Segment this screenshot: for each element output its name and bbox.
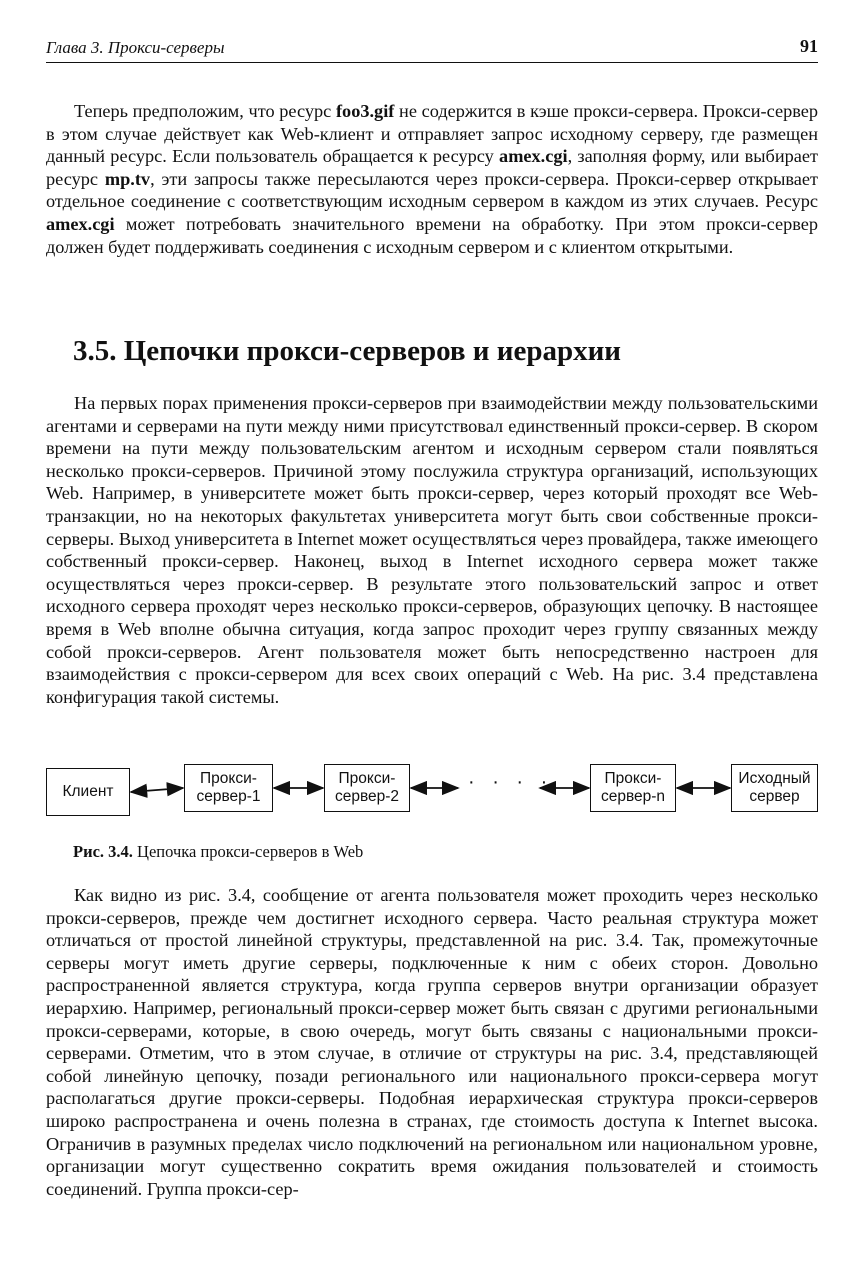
proxy-chain-diagram [0,755,860,825]
node-proxy-n: Прокси- сервер-n [590,764,676,812]
paragraph-proxy-hierarchy: Как видно из рис. 3.4, сообщение от агента пользователя может проходить через несколько прокси-серверов, прежде чем достигнет исходного сервера. Часто реальная структура может отличаться от простой линейной структуры, представленной на рис. 3.4. Так, промежуточные серверы могут иметь другие серверы, подключенные к ним с обеих сторон. Довольно распространенной является структура, когда группа серверов внутри организации образует иерархию. Например, региональный прокси-сервер может быть связан с другими региональными прокси-серверами, которые, в свою очередь, могут быть связаны с национальными прокси-серверами. Отметим, что в этом случае, в отличие от структуры на рис. 3.4, представляющей собой линейную цепочку, позади регионального или национального прокси-сервера могут располагаться другие прокси-серверы. Подобная иерархическая структура прокси-серверов широко распространена и очень полезна в странах, где стоимость доступа к Internet высока. Ограничив в разумных пределах число подключений на региональном или национальном уровне, организации могут существенно сократить время ожидания пользователей и стоимость соединений. Группа прокси-сер- [46,885,818,1199]
chain-ellipsis: · · · · [468,771,554,793]
figure-caption [73,842,363,862]
section-heading: 3.5. Цепочки прокси-серверов и иерархии [73,335,622,367]
resource-name-amex: amex.cgi [499,146,568,167]
arrow-client-proxy1 [131,788,183,792]
node-origin-server: Исходный сервер [731,764,818,812]
resource-name-mptv: mp.tv [104,168,151,189]
header-rule [46,62,818,63]
paragraph-proxy-chains: На первых порах применения прокси-серверов при взаимодействии между пользовательскими агентами и серверами на пути между ними присутствовал единственный прокси-сервер. В скором времени на пути между пользовательским агентом и исходным сервером стали появляться несколько прокси-серверов. Причиной этому послужила структура организаций, использующих Web. Например, в университете может быть прокси-сервер, через который проходят все Web-транзакции, но на некоторых факультетах университета могут быть свои собственные прокси-серверы. Выход университета в Internet может осуществляться через провайдера, также имеющего собственный прокси-сервер. Наконец, выход в Internet исходного сервера может также осуществляться через прокси-сервер. В результате этого пользовательский запрос и ответ исходного сервера проходят через несколько прокси-серверов, образующих цепочку. В настоящее время в Web вполне обычна ситуация, когда запрос проходит через группу связанных между собой прокси-серверов. Агент пользователя может быть непосредственно настроен для взаимодействия с прокси-сервером для всех своих операций с Web. На рис. 3.4 представлена конфигурация такой системы. [46,393,818,707]
figure-caption-text: Цепочка прокси-серверов в Web [132,842,364,861]
paragraph-proxy-forwarding: Теперь предположим, что ресурс foo3.gif не содержится в кэше прокси-сервера. Прокси-сервер в этом случае действует как Web-клиент и отправляет запрос исходному серверу, где размещен данный ресурс. Если пользователь обращается к ресурсу amex.cgi, заполняя форму, или выбирает ресурс mp.tv, эти запросы также пересылаются через прокси-сервера. Прокси-сервер открывает отдельное соединение с соответствующим исходным сервером в каждом из этих случаев. Ресурс amex.cgi может потребовать значительного времени на обработку. При этом прокси-сервер должен будет поддерживать соединения с исходным сервером и с клиентом открытыми. [46,101,819,257]
node-client: Клиент [46,768,130,816]
node-proxy-1: Прокси- сервер-1 [184,764,273,812]
resource-name-amex-2: amex.cgi [46,213,115,234]
page-header [46,36,818,66]
page-number: 91 [800,36,818,56]
figure-label: Рис. 3.4. [73,842,133,861]
resource-name-foo3: foo3.gif [335,101,395,121]
node-proxy-2: Прокси- сервер-2 [324,764,410,812]
running-head-chapter: Глава 3. Прокси-серверы [46,38,225,57]
